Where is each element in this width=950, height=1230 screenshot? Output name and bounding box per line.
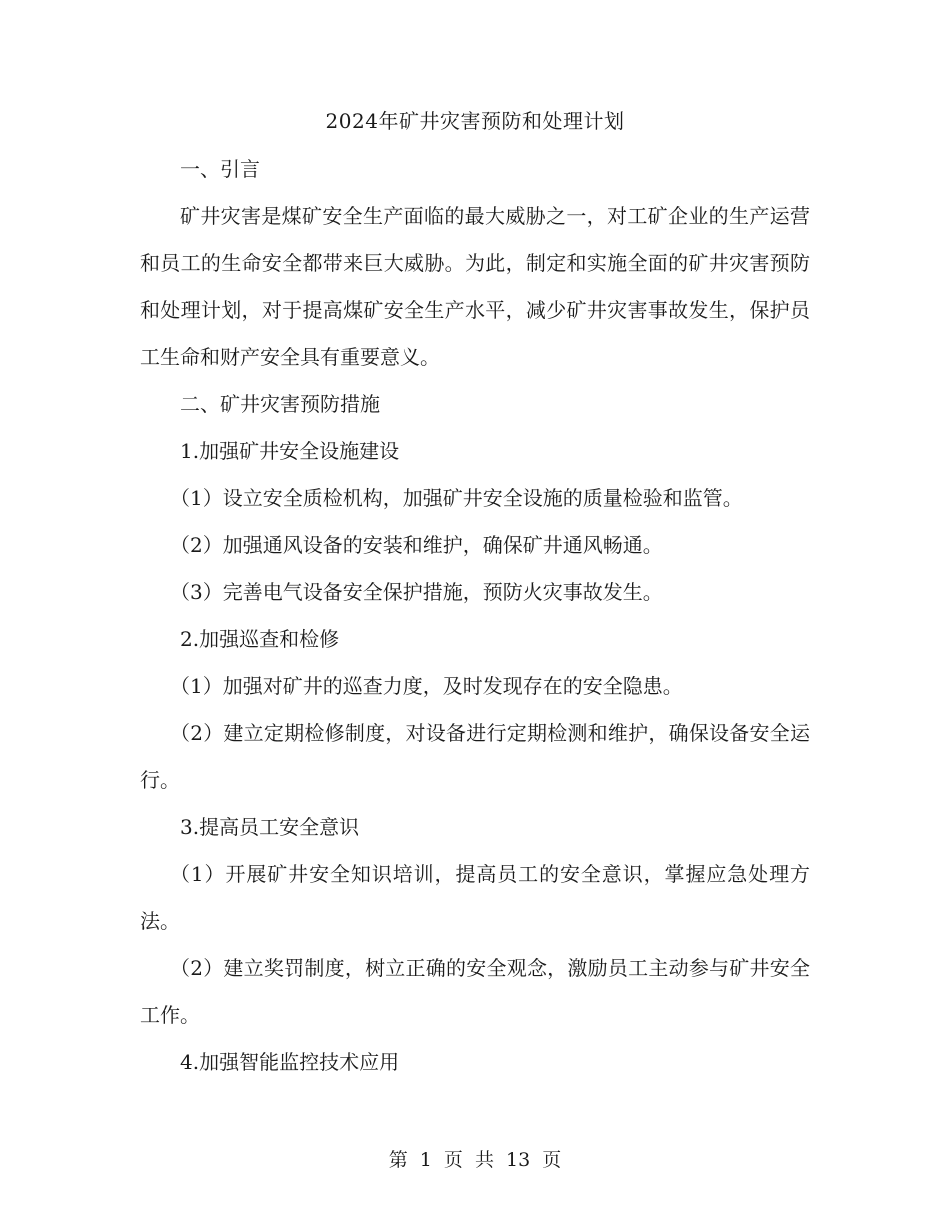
- list-item: （2）加强通风设备的安装和维护，确保矿井通风畅通。: [170, 533, 663, 557]
- list-item: （3）完善电气设备安全保护措施，预防火灾事故发生。: [170, 580, 663, 604]
- document-body: [140, 146, 810, 1086]
- section-heading-prevention: 二、矿井灾害预防措施: [180, 392, 380, 416]
- list-item: （2）建立奖罚制度，树立正确的安全观念，激励员工主动参与矿井安全工作。: [140, 956, 810, 1027]
- list-item: （2）建立定期检修制度，对设备进行定期检测和维护，确保设备安全运行。: [140, 721, 810, 792]
- subheading-awareness: 3.提高员工安全意识: [180, 815, 360, 839]
- subheading-monitoring: 4.加强智能监控技术应用: [180, 1050, 400, 1074]
- paragraph-introduction: 矿井灾害是煤矿安全生产面临的最大威胁之一，对工矿企业的生产运营和员工的生命安全都带来巨大威胁。为此，制定和实施全面的矿井灾害预防和处理计划，对于提高煤矿安全生产水平，减少矿井灾害事故发生，保护员工生命和财产安全具有重要意义。: [140, 204, 810, 369]
- list-item: （1）开展矿井安全知识培训，提高员工的安全意识，掌握应急处理方法。: [140, 862, 810, 933]
- document-title: 2024年矿井灾害预防和处理计划: [325, 109, 625, 133]
- subheading-facilities: 1.加强矿井安全设施建设: [180, 439, 400, 463]
- subheading-inspection: 2.加强巡查和检修: [180, 627, 340, 651]
- list-item: （1）加强对矿井的巡查力度，及时发现存在的安全隐患。: [170, 674, 683, 698]
- list-item: （1）设立安全质检机构，加强矿井安全设施的质量检验和监管。: [170, 486, 743, 510]
- page-number-footer: 第 1 页 共 13 页: [388, 1149, 562, 1171]
- section-heading-introduction: 一、引言: [180, 157, 260, 181]
